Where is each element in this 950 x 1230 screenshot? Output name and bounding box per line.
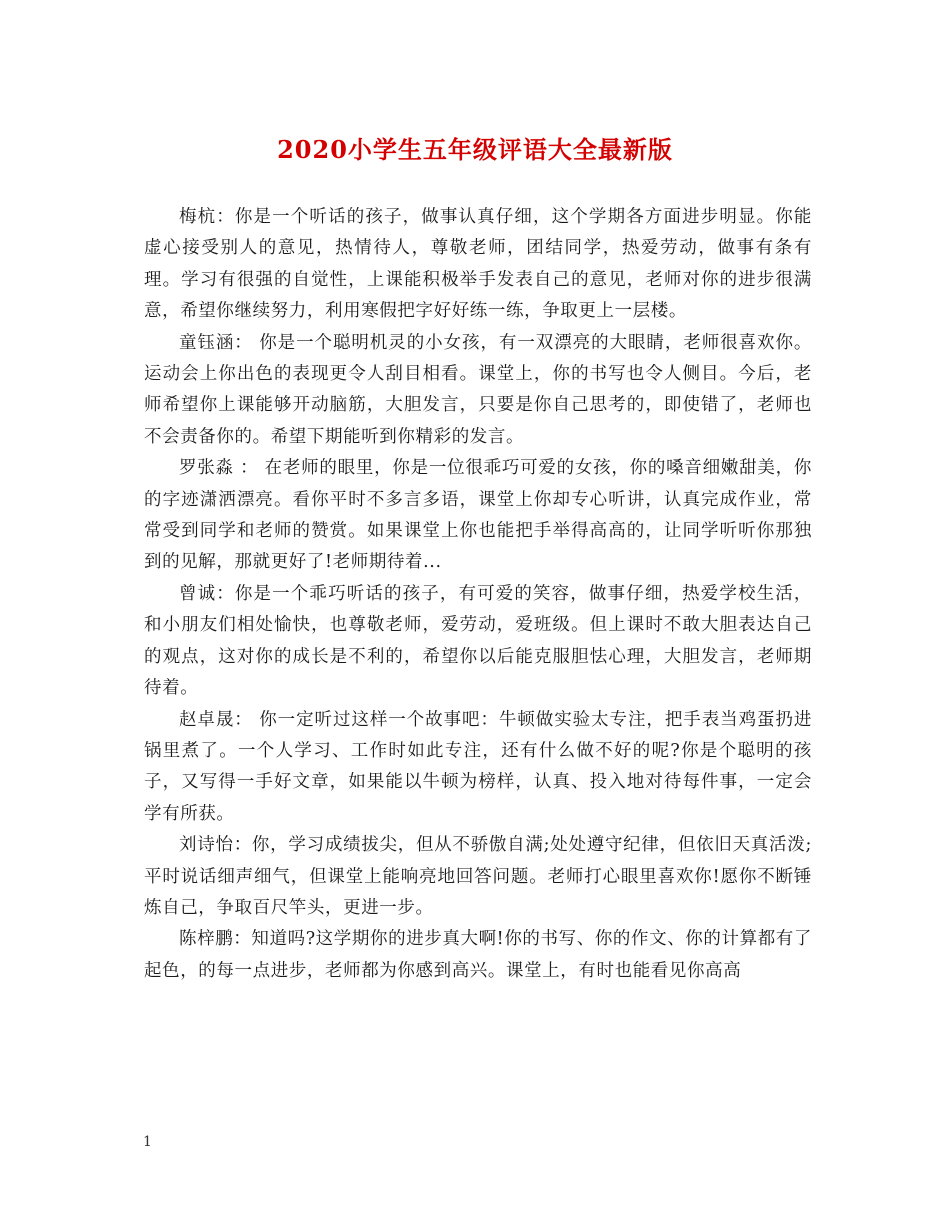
comment-paragraph-chenzipeng: 陈梓鹏：知道吗?这学期你的进步真大啊!你的书写、你的作文、你的计算都有了起色，的每一点进步，老师都为你感到高兴。课堂上，有时也能看见你高高 xyxy=(144,929,813,981)
comment-paragraph-luozhangmiao: 罗张淼 ： 在老师的眼里，你是一位很乖巧可爱的女孩，你的嗓音细嫩甜美，你的字迹潇洒漂亮。看你平时不多言多语，课堂上你却专心听讲，认真完成作业，常常受到同学和老师的赞赏。如果课堂上你也能把手举得高高的，让同学听听你那独到的见解，那就更好了!老师期待着... xyxy=(144,458,812,573)
document-body xyxy=(144,202,812,987)
comment-paragraph-tongyuhan: 童钰涵： 你是一个聪明机灵的小女孩，有一双漂亮的大眼睛，老师很喜欢你。运动会上你出色的表现更令人刮目相看。课堂上，你的书写也令人侧目。今后，老师希望你上课能够开动脑筋，大胆发言，只要是你自己思考的，即使错了，老师也不会责备你的。希望下期能听到你精彩的发言。 xyxy=(144,332,812,447)
comment-paragraph-meihang: 梅杭：你是一个听话的孩子，做事认真仔细，这个学期各方面进步明显。你能虚心接受别人的意见，热情待人，尊敬老师，团结同学，热爱劳动，做事有条有理。学习有很强的自觉性，上课能积极举手发表自己的意见，老师对你的进步很满意，希望你继续努力，利用寒假把字好好练一练，争取更上一层楼。 xyxy=(144,207,812,322)
document-title: 2020小学生五年级评语大全最新版 xyxy=(277,135,673,164)
comment-paragraph-liushiyi: 刘诗怡：你，学习成绩拔尖，但从不骄傲自满;处处遵守纪律，但依旧天真活泼;平时说话细声细气，但课堂上能响亮地回答问题。老师打心眼里喜欢你!愿你不断锤炼自己，争取百尺竿头，更进一步。 xyxy=(144,835,812,918)
comment-paragraph-zengcheng: 曾诚：你是一个乖巧听话的孩子，有可爱的笑容，做事仔细，热爱学校生活，和小朋友们相处愉快，也尊敬老师，爱劳动，爱班级。但上课时不敢大胆表达自己的观点，这对你的成长是不利的，希望你以后能克服胆怯心理，大胆发言，老师期待着。 xyxy=(144,583,812,699)
page-number: 1 xyxy=(143,1134,152,1150)
comment-paragraph-zhaozhuosheng: 赵卓晟： 你一定听过这样一个故事吧：牛顿做实验太专注，把手表当鸡蛋扔进锅里煮了。一个人学习、工作时如此专注，还有什么做不好的呢?你是个聪明的孩子，又写得一手好文章，如果能以牛顿为榜样，认真、投入地对待每件事，一定会学有所获。 xyxy=(144,709,812,824)
